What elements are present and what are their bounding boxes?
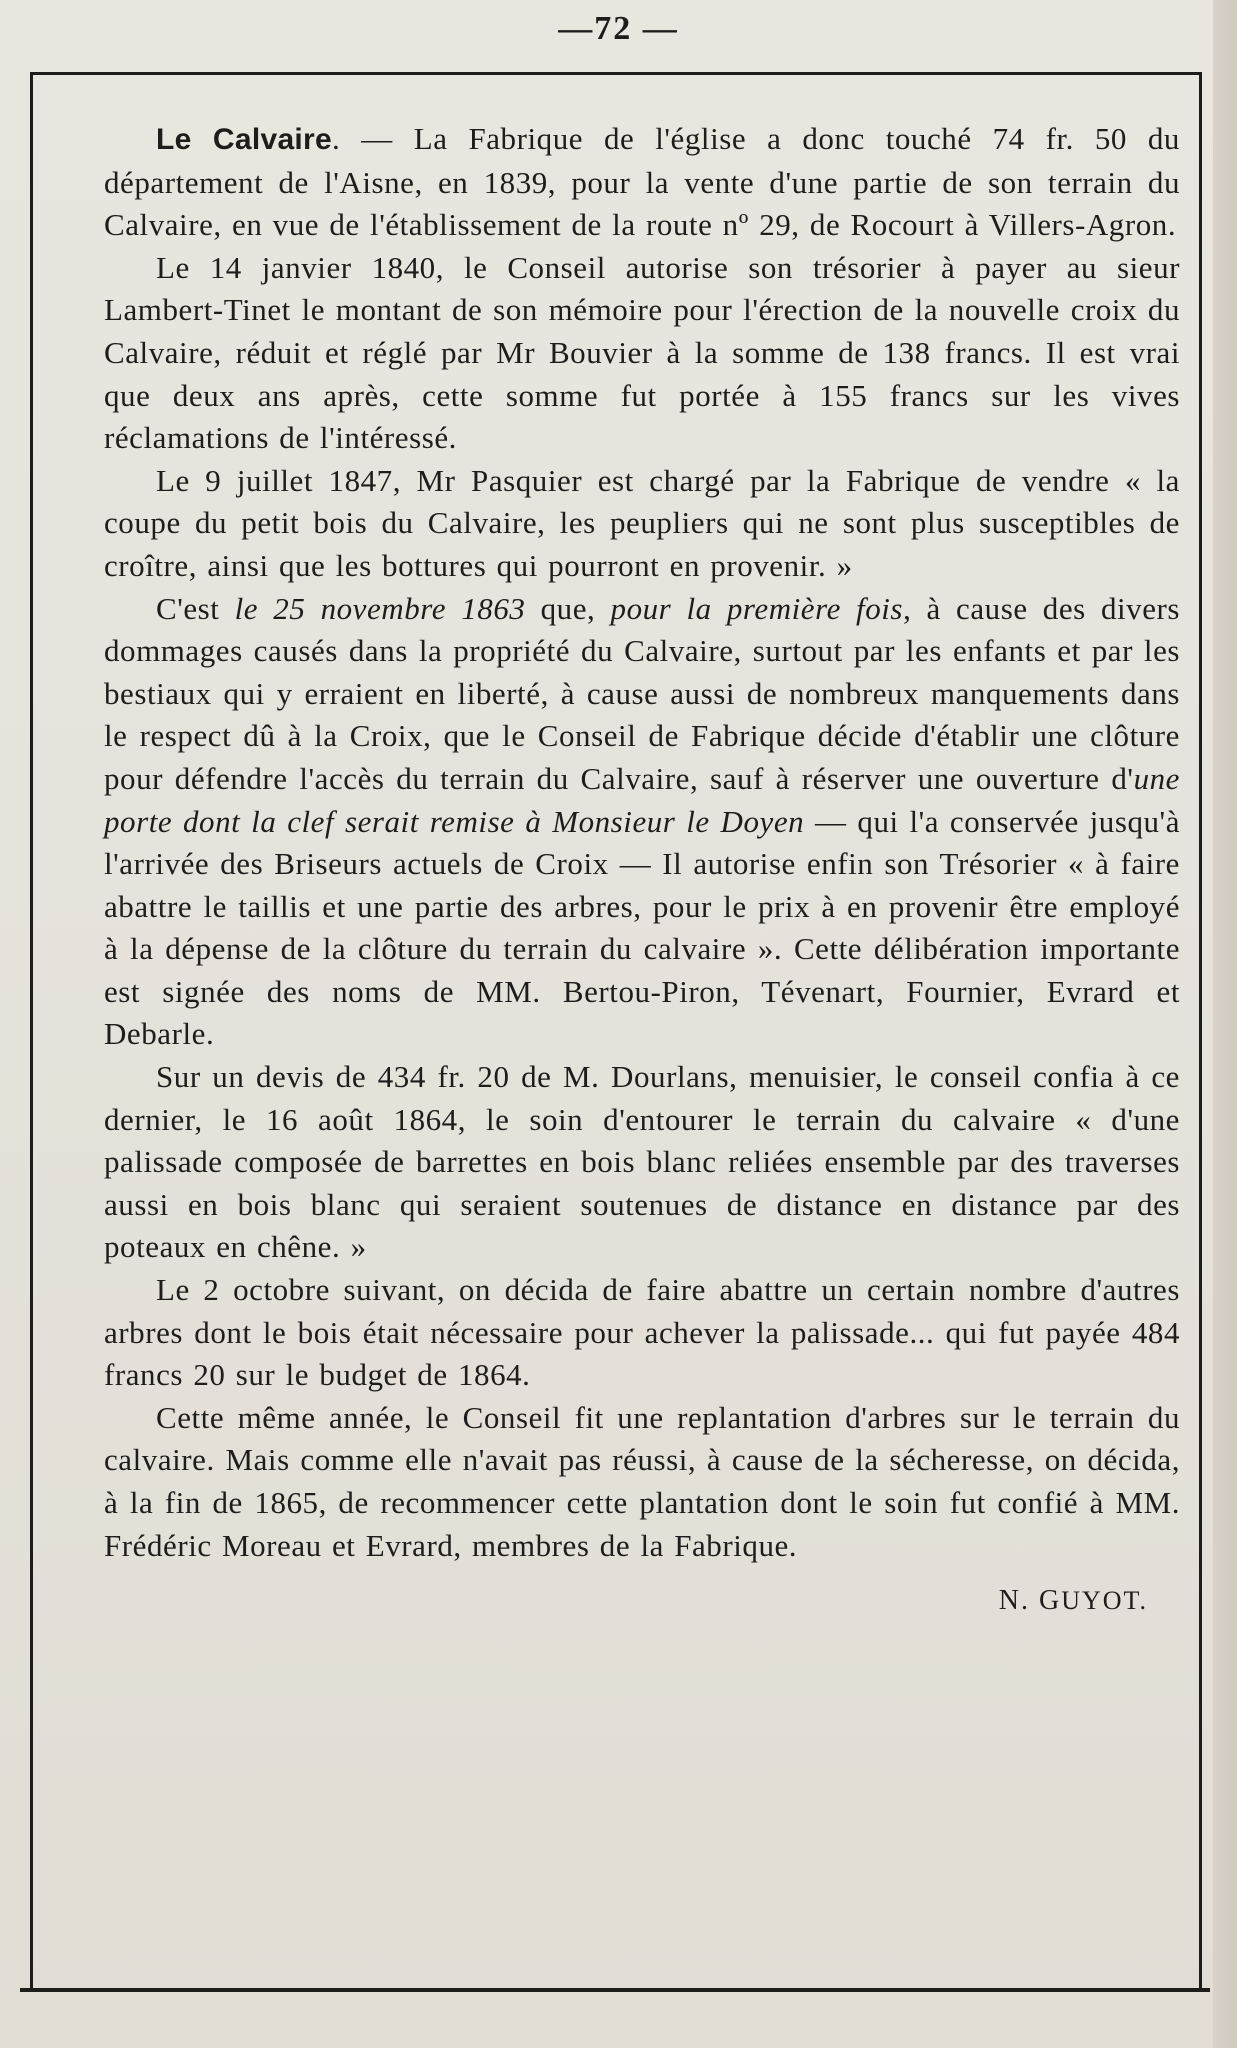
- paragraph-calvaire-intro: [104, 118, 1180, 247]
- text-run: que,: [525, 590, 611, 626]
- paragraph-1864-palisade: Sur un devis de 434 fr. 20 de M. Dourlans, menuisier, le conseil confia à ce dernier, le 16 août 1864, le soin d'entourer le terrain du calvaire « d'une palissade composée de barrettes en bois blanc reliées ensemble par des traverses aussi en bois blanc qui seraient soutenues de distance en distance par des poteaux en chêne. »: [104, 1059, 1180, 1265]
- signature-initial: N. G: [998, 1585, 1062, 1617]
- italic-date: le 25 novembre 1863: [234, 590, 526, 626]
- paragraph-october-trees: Le 2 octobre suivant, on décida de faire abattre un certain nombre d'autres arbres dont le bois était nécessaire pour achever la palissade... qui fut payée 484 francs 20 sur le budget de 1864.: [104, 1272, 1180, 1393]
- section-title: Le Calvaire: [156, 123, 333, 156]
- paragraph-1847-wood-sale: Le 9 juillet 1847, Mr Pasquier est chargé par la Fabrique de vendre « la coupe du petit bois du Calvaire, les peupliers qui ne sont plus susceptibles de croître, ainsi que les bottures qui pourront en provenir. »: [104, 462, 1180, 583]
- text-run: , à cause des divers dommages causés dans la propriété du Calvaire, surtout par les enfants et par les bestiaux qui y erraient en liberté, à cause aussi de nombreux manquements dans le respect dû à la Croix, que le Conseil de Fabrique décide d'établir une clôture pour défendre l'accès du terrain du Calvaire, sauf à réserver une ouverture d': [104, 590, 1181, 796]
- author-signature: [104, 1585, 1148, 1617]
- paragraph-1840-cross: Le 14 janvier 1840, le Conseil autorise son trésorier à payer au sieur Lambert-Tinet le montant de son mémoire pour l'érection de la nouvelle croix du Calvaire, réduit et réglé par Mr Bouvier à la somme de 138 francs. Il est vrai que deux ans après, cette somme fut portée à 155 francs sur les vives réclamations de l'intéressé.: [104, 249, 1180, 456]
- page-number: —72 —: [558, 10, 679, 47]
- paragraph-1863-enclosure: [104, 588, 1180, 1057]
- italic-emphasis: pour la première fois: [610, 590, 904, 626]
- text-run: C'est: [156, 590, 235, 626]
- paragraph-replantation: Cette même année, le Conseil fit une replantation d'arbres sur le terrain du calvaire. Mais comme elle n'avait pas réussi, à cause de la sécheresse, on décida, à la fin de 1865, de recommencer cette plantation dont le soin fut confié à MM. Frédéric Moreau et Evrard, membres de la Fabrique.: [104, 1399, 1180, 1563]
- article-body: [104, 118, 1180, 1617]
- text-run: — qui l'a conservée jusqu'à l'arrivée des Briseurs actuels de Croix — Il autorise enfin son Trésorier « à faire abattre le taillis et une partie des arbres, pour le prix à en provenir être employé à la dépense de la clôture du terrain du calvaire ». Cette délibération importante est signée des noms de MM. Bertou-Piron, Tévenart, Fournier, Evrard et Debarle.: [104, 803, 1180, 1052]
- signature-rest: UYOT.: [1061, 1586, 1148, 1616]
- page-edge-shadow: [1213, 0, 1237, 2048]
- italic-quote: une porte dont la clef serait remise à Monsieur le Doyen: [104, 760, 1180, 839]
- article-frame-bottom-rule: [20, 1988, 1210, 1994]
- paragraph-text: . — La Fabrique de l'église a donc touché 74 fr. 50 du département de l'Aisne, en 1839, pour la vente d'une partie de son terrain du Calvaire, en vue de l'établissement de la route nº 29, de Rocourt à Villers-Agron.: [104, 121, 1180, 243]
